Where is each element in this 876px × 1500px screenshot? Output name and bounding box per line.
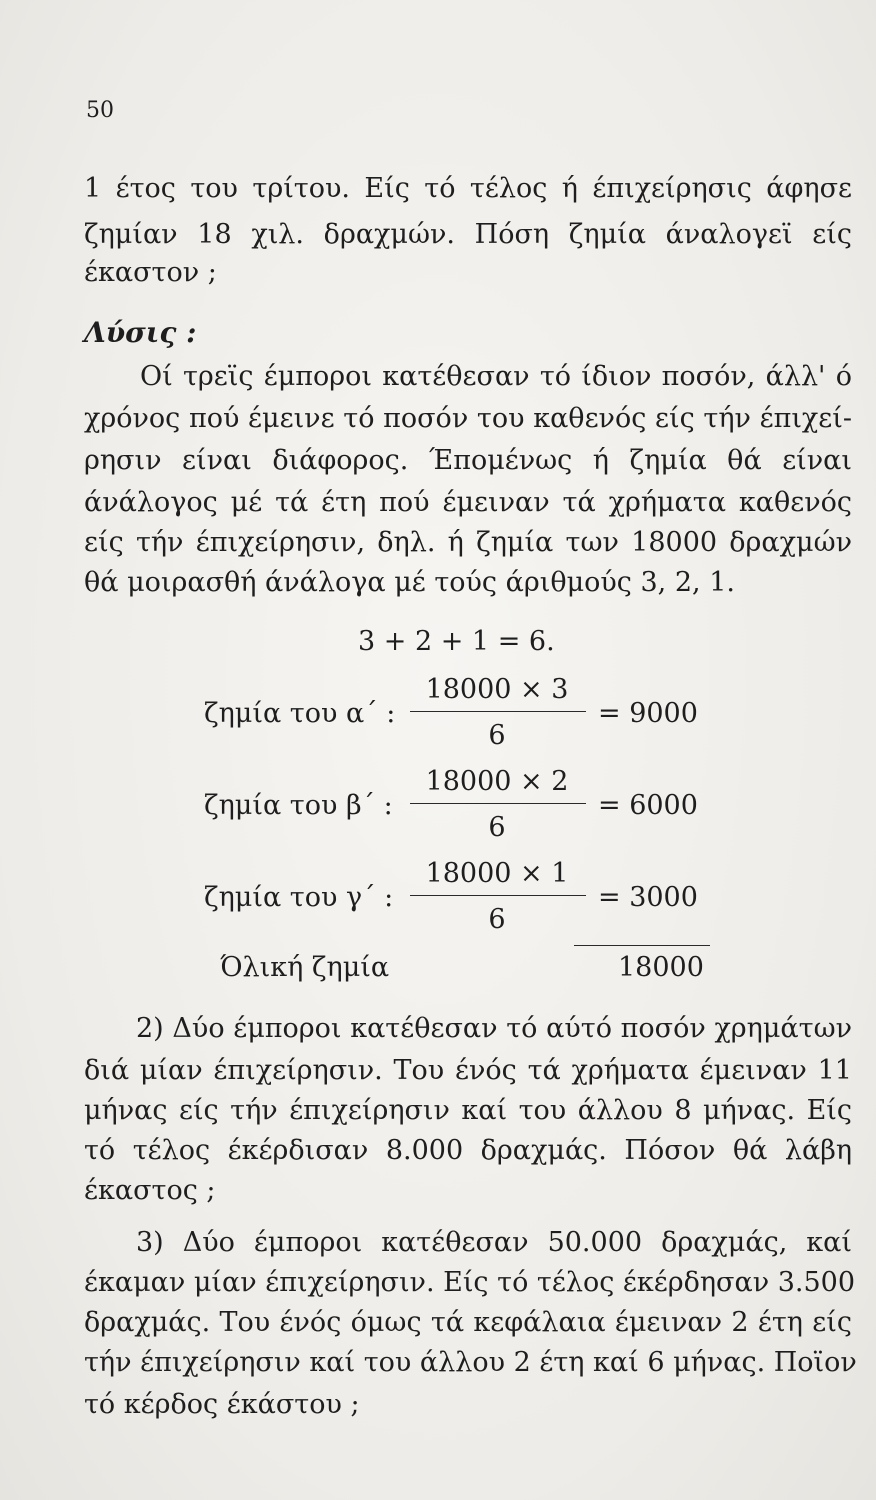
total-label: Όλική ζημία — [220, 952, 390, 983]
intro-line-3: έκαστον ; — [84, 257, 217, 288]
solution-line-1: Οί τρεϊς έμποροι κατέθεσαν τό ίδιον ποσόν, άλλ' ό — [140, 361, 852, 392]
solution-line-2: χρόνος πού έμεινε τό ποσόν του καθενός είς τήν έπιχεί- — [84, 403, 852, 434]
computation-label-a: ζημία του α΄ : — [204, 698, 396, 729]
denominator-b: 6 — [488, 812, 506, 843]
denominator-c: 6 — [488, 904, 506, 935]
intro-line-2: ζημίαν 18 χιλ. δραχμών. Πόση ζημία άναλογεϊ είς — [84, 219, 852, 250]
solution-line-5: είς τήν έπιχείρησιν, δηλ. ή ζημία των 18000 δραχμών — [84, 527, 852, 558]
problem2-line-1: 2) Δύο έμποροι κατέθεσαν τό αύτό ποσόν χρημάτων — [136, 1013, 852, 1044]
numerator-a: 18000 × 3 — [425, 674, 569, 705]
sum-equation: 3 + 2 + 1 = 6. — [358, 626, 555, 657]
numerator-c: 18000 × 1 — [425, 858, 569, 889]
computation-label-b: ζημία του β΄ : — [204, 790, 393, 821]
problem3-line-1: 3) Δύο έμποροι κατέθεσαν 50.000 δραχμάς, καί — [136, 1227, 852, 1258]
denominator-a: 6 — [488, 720, 506, 751]
solution-line-4: άνάλογος μέ τά έτη πού έμειναν τά χρήματα καθενός — [84, 487, 852, 518]
fraction-bar-c — [410, 895, 586, 896]
computation-label-c: ζημία του γ΄ : — [204, 882, 394, 913]
total-rule — [574, 945, 710, 946]
problem2-line-2: διά μίαν έπιχείρησιν. Του ένός τά χρήματα έμειναν 11 — [84, 1055, 852, 1086]
total-value: 18000 — [618, 952, 704, 983]
solution-heading: Λύσις : — [84, 316, 197, 349]
problem3-line-5: τό κέρδος έκάστου ; — [84, 1389, 360, 1420]
problem3-line-4: τήν έπιχείρησιν καί του άλλου 2 έτη καί 6 μήνας. Ποϊον — [84, 1347, 857, 1378]
intro-line-1: 1 έτος του τρίτου. Είς τό τέλος ή έπιχείρησις άφησε — [84, 173, 852, 204]
problem3-line-3: δραχμάς. Του ένός όμως τά κεφάλαια έμειναν 2 έτη είς — [84, 1307, 852, 1338]
solution-line-3: ρησιν είναι διάφορος. Έπομένως ή ζημία θά είναι — [84, 445, 852, 476]
problem2-line-3: μήνας είς τήν έπιχείρησιν καί του άλλου 8 μήνας. Είς — [84, 1095, 852, 1126]
result-b: = 6000 — [598, 790, 698, 821]
numerator-b: 18000 × 2 — [425, 766, 569, 797]
fraction-bar-b — [410, 803, 586, 804]
problem2-line-4: τό τέλος έκέρδισαν 8.000 δραχμάς. Πόσον θά λάβη — [84, 1135, 852, 1166]
page-number: 50 — [86, 98, 114, 123]
solution-line-6: θά μοιρασθή άνάλογα μέ τούς άριθμούς 3, 2, 1. — [84, 567, 735, 598]
result-c: = 3000 — [598, 882, 698, 913]
result-a: = 9000 — [598, 698, 698, 729]
problem3-line-2: έκαμαν μίαν έπιχείρησιν. Είς τό τέλος έκέρδησαν 3.500 — [84, 1267, 856, 1298]
fraction-bar-a — [410, 711, 586, 712]
problem2-line-5: έκαστος ; — [84, 1175, 216, 1206]
